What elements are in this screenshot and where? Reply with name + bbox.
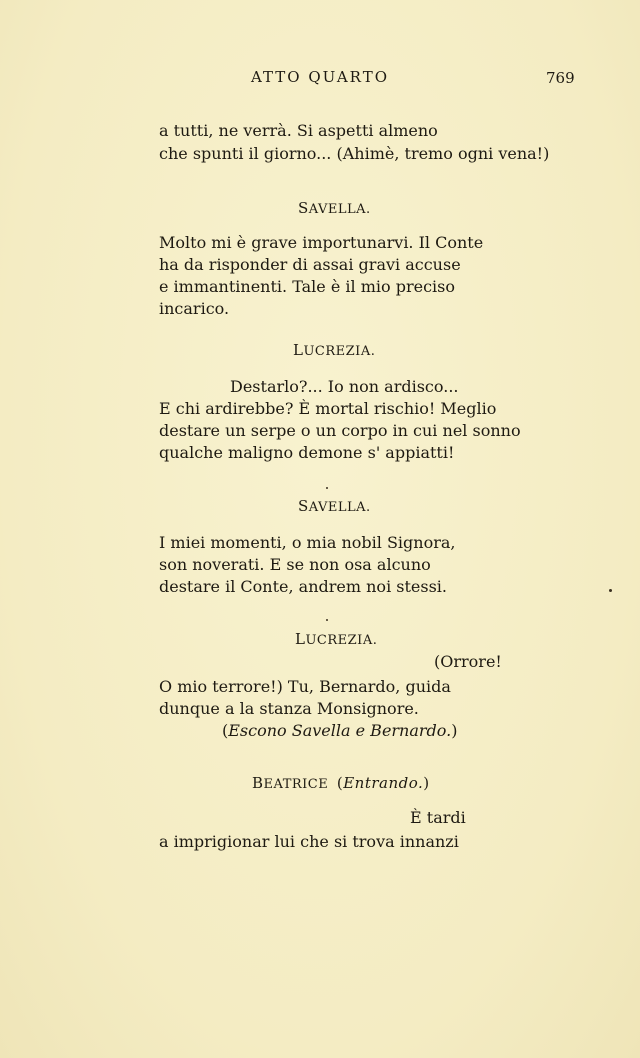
verse-line: Destarlo?... Io non ardisco...	[230, 377, 459, 396]
speaker-rest: AVELLA.	[308, 500, 371, 515]
paren-open: (	[336, 774, 344, 792]
speaker-name	[298, 497, 371, 515]
paren-close: )	[423, 774, 430, 792]
verse-line: ha da risponder di assai gravi accuse	[159, 255, 461, 274]
stage-direction-text: Entrando.	[343, 774, 424, 792]
speaker-initial: S	[298, 497, 309, 515]
speaker-initial: L	[293, 341, 304, 359]
speaker-initial: L	[295, 630, 306, 648]
speaker-name	[293, 341, 375, 359]
verse-line: son noverati. E se non osa alcuno	[159, 555, 431, 574]
verse-line: qualche maligno demone s' appiatti!	[159, 443, 455, 462]
running-header: ATTO QUARTO	[250, 68, 389, 86]
speaker-name	[295, 630, 377, 648]
speaker-rest: UCREZIA.	[303, 344, 376, 359]
page-number: 769	[546, 69, 575, 87]
paren-close: )	[451, 721, 458, 740]
verse-line: I miei momenti, o mia nobil Signora,	[159, 533, 456, 552]
verse-line: a tutti, ne verrà. Si aspetti almeno	[159, 121, 438, 140]
verse-line: destare un serpe o un corpo in cui nel sonno	[159, 421, 521, 440]
speaker-initial: S	[298, 199, 309, 217]
speaker-name	[298, 199, 371, 217]
speaker-rest: AVELLA.	[308, 202, 371, 217]
verse-line: O mio terrore!) Tu, Bernardo, guida	[159, 677, 451, 696]
verse-line: destare il Conte, andrem noi stessi.	[159, 577, 447, 596]
verse-line: E chi ardirebbe? È mortal rischio! Meglio	[159, 399, 497, 418]
ink-speck	[326, 487, 328, 489]
stage-direction-text: Escono Savella e Bernardo.	[228, 721, 452, 740]
speaker-name	[252, 774, 430, 792]
ink-speck	[326, 619, 328, 621]
verse-line: che spunti il giorno... (Ahimè, tremo ogni vena!)	[159, 144, 550, 163]
ink-speck	[609, 589, 612, 592]
speaker-rest: EATRICE	[263, 777, 329, 792]
speaker-rest: UCREZIA.	[305, 633, 378, 648]
verse-line: È tardi	[410, 808, 466, 827]
verse-line: dunque a la stanza Monsignore.	[159, 699, 419, 718]
verse-line: a imprigionar lui che si trova innanzi	[159, 832, 459, 851]
stage-direction	[222, 720, 457, 742]
verse-line: e immantinenti. Tale è il mio preciso	[159, 277, 456, 296]
verse-line: incarico.	[159, 299, 230, 318]
verse-line: (Orrore!	[434, 652, 502, 671]
verse-line: Molto mi è grave importunarvi. Il Conte	[159, 233, 484, 252]
speaker-initial: B	[252, 774, 264, 792]
paren-open: (	[222, 721, 229, 740]
